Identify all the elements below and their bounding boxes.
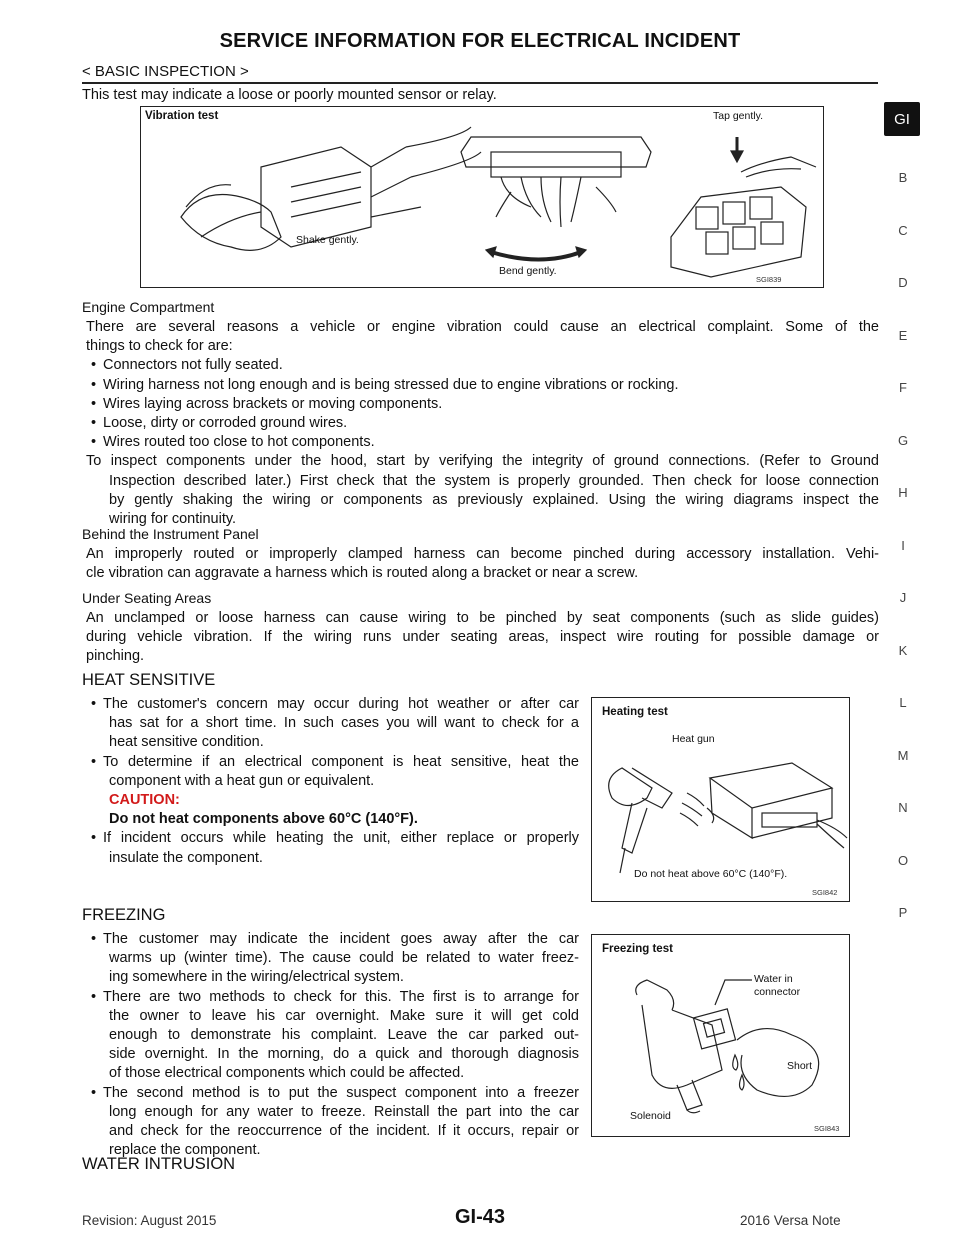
heating-figure-code: SGI842 [812,888,838,897]
freezing-bullet-2-line-3: enough to demonstrate his complaint. Leave the car parked out- [109,1027,579,1044]
seating-line-2: during vehicle vibration. If the wiring runs under seating areas, inspect wire routing for possible damage or [86,629,879,646]
freezing-test-figure [591,934,850,1137]
inspect-line-2: Inspection described later.) First check that the system is properly grounded. Then check for loose connection [109,472,879,489]
engine-bullet: • Wires routed too close to hot components. [86,433,879,452]
heat-bullet-1-line-2: has sat for a short time. In such cases you will want to check for a [109,715,579,732]
freezing-bullet-1-line-3: ing somewhere in the wiring/electrical system. [109,969,404,986]
freezing-bullet-3-line-1: • The second method is to put the suspect component into a freezer [86,1084,579,1103]
side-index-letter-k[interactable]: K [898,642,908,658]
engine-intro-line-2: things to check for are: [86,338,233,355]
vibration-test-figure [140,106,824,288]
heat-bullet-3-line-2: insulate the component. [109,849,263,866]
heat-bullet-1-line-3: heat sensitive condition. [109,734,264,751]
breadcrumb: < BASIC INSPECTION > [82,63,249,80]
instrument-line-1: An improperly routed or improperly clamped harness can become pinched during accessory installation. Vehi- [86,546,879,562]
freezing-bullet-2-line-5: of those electrical components which could be affected. [109,1065,465,1082]
side-index-letter-l[interactable]: L [899,695,907,710]
side-index-letter-o[interactable]: O [897,852,909,868]
engine-bullet: • Connectors not fully seated. [86,356,879,375]
vibration-figure-title: Vibration test [145,110,219,122]
freezing-bullet-2-line-4: side overnight. In the morning, do a quick and thorough diagnosis [109,1046,579,1063]
vehicle-model: 2016 Versa Note [740,1213,841,1228]
freezing-bullet-2-line-1: • There are two methods to check for this. The first is to arrange for [86,988,579,1007]
freezing-bullet-3-line-4: replace the component. [109,1142,261,1159]
heat-bullet-1-line-1: • The customer's concern may occur during hot weather or after car [86,695,579,714]
side-index-letter-g[interactable]: G [897,432,909,448]
side-index-letter-i[interactable]: I [901,537,905,553]
side-index-letter-m[interactable]: M [897,747,909,763]
engine-bullet: • Wiring harness not long enough and is being stressed due to engine vibrations or rocking. [86,376,879,395]
page-number: GI-43 [454,1206,506,1228]
seating-line-3: pinching. [86,648,145,665]
heat-sensitive-body [86,695,579,868]
side-index-letter-d[interactable]: D [898,275,908,290]
header-divider [82,82,878,84]
seating-areas-body [86,609,879,667]
engine-bullet: • Loose, dirty or corroded ground wires. [86,414,879,433]
vibration-figure-code: SGI839 [756,275,782,284]
water-label-line-1: Water in [754,973,793,985]
page-title: SERVICE INFORMATION FOR ELECTRICAL INCIDENT [219,30,741,52]
freezing-bullet-1-line-2: warms up (winter time). The cause could be related to water freez- [109,950,579,967]
heat-sensitive-heading: HEAT SENSITIVE [82,671,216,689]
water-label-line-2: connector [754,986,801,998]
freezing-figure-title: Freezing test [602,943,673,955]
heat-gun-label: Heat gun [672,733,715,745]
side-index-letter-c[interactable]: C [898,222,908,238]
freezing-bullet-3-line-2: long enough for any water to freeze. Reinstall the part into the car [109,1103,579,1120]
revision-date: Revision: August 2015 [82,1213,217,1228]
heat-bullet-3-line-1: • If incident occurs while heating the unit, either replace or properly [86,829,579,848]
instrument-panel-body [86,545,879,583]
side-index-letter-b[interactable]: B [898,170,908,185]
bend-label: Bend gently. [499,265,557,277]
freezing-body [86,930,579,1160]
freezing-figure-code: SGI843 [814,1124,840,1133]
side-index-letter-h[interactable]: H [898,485,908,500]
tap-label: Tap gently. [713,110,764,122]
solenoid-label: Solenoid [630,1110,671,1122]
short-label: Short [787,1060,813,1072]
heat-bullet-2-line-2: component with a heat gun or equivalent. [109,772,375,789]
heating-figure-title: Heating test [602,706,668,718]
freezing-bullet-1-line-1: • The customer may indicate the incident goes away after the car [86,930,579,949]
side-index-letter-f[interactable]: F [899,380,907,395]
seating-areas-heading: Under Seating Areas [82,590,212,606]
side-index-letter-n[interactable]: N [898,800,908,815]
vibration-illustration [141,107,823,287]
section-tab-gi[interactable]: GI [884,102,920,136]
engine-compartment-body [86,318,879,529]
water-intrusion-heading: WATER INTRUSION [82,1155,236,1173]
heating-test-figure [591,697,850,902]
instrument-panel-heading: Behind the Instrument Panel [82,526,259,542]
inspect-line-1: To inspect components under the hood, start by verifying the integrity of ground connections. (Refer to Ground [86,453,879,470]
intro-text: This test may indicate a loose or poorly mounted sensor or relay. [82,87,497,103]
freezing-bullet-3-line-3: and check for the reoccurrence of the incident. If it occurs, repair or [109,1123,579,1140]
heat-bullet-2-line-1: • To determine if an electrical component is heat sensitive, heat the [86,753,579,772]
freezing-illustration [592,935,849,1136]
shake-label: Shake gently. [296,234,359,246]
caution-label: CAUTION: [109,792,180,809]
engine-intro-line-1: There are several reasons a vehicle or engine vibration could cause an electrical complaint. Some of the [86,319,879,335]
side-index-letter-j[interactable]: J [899,590,907,605]
instrument-line-2: cle vibration can aggravate a harness which is routed along a bracket or near a screw. [86,565,639,582]
seating-line-1: An unclamped or loose harness can cause wiring to be pinched by seat components (such as slide guides) [86,610,879,626]
side-index-letter-e[interactable]: E [898,327,908,343]
heat-limit-note: Do not heat above 60°C (140°F). [634,868,788,880]
engine-bullet: • Wires laying across brackets or moving components. [86,395,879,414]
freezing-bullet-2-line-2: the owner to leave his car overnight. Make sure it will get cold [109,1007,579,1024]
side-index-letter-p[interactable]: P [898,905,908,920]
caution-text: Do not heat components above 60°C (140°F). [109,811,418,828]
engine-compartment-heading: Engine Compartment [82,299,215,315]
inspect-line-4: wiring for continuity. [109,511,237,528]
inspect-line-3: by gently shaking the wiring or components as previously explained. Using the wiring diagrams inspect the [109,491,879,508]
freezing-heading: FREEZING [82,906,166,924]
